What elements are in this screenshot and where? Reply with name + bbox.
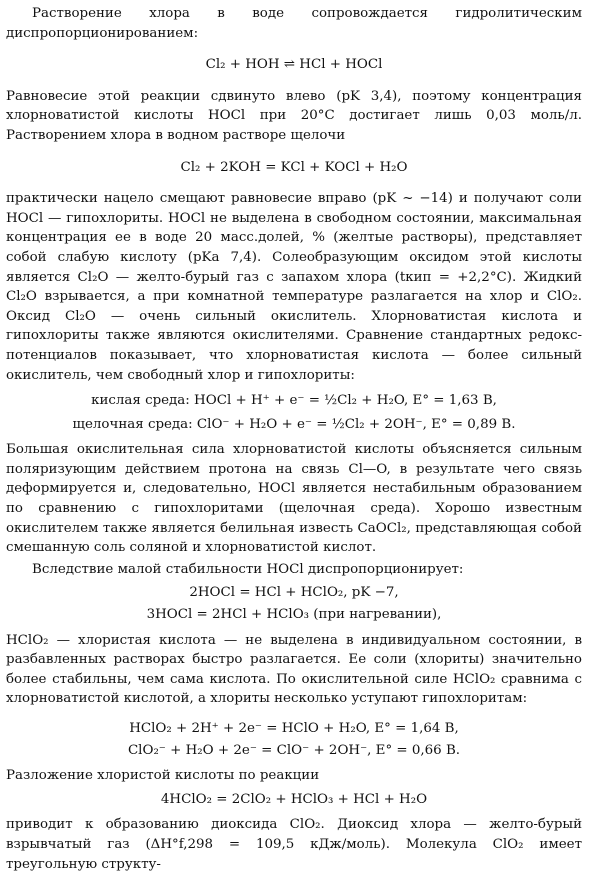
paragraph-decomposition: Разложение хлористой кислоты по реакции — [6, 768, 320, 784]
paragraph-intro: Растворение хлора в воде сопровождается гидролитическим диспропорционированием: — [6, 6, 582, 41]
equation-hydrolysis: Cl₂ + HOH ⇌ HCl + HOCl — [205, 57, 383, 73]
equation-decomposition: 4HClO₂ = 2ClO₂ + HClO₃ + HCl + H₂O — [160, 791, 428, 807]
paragraph-oxidizing-power: Большая окислительная сила хлорноватистой кислоты объясняется сильным поляризующим действием протона на связь Cl—O, в результате чего связь деформируется и, следовательно, HOCl является нестабильным образованием по сравнению с гипохлоритами (щелочная среда). Хорошо известным окислителем также является белильная известь CaOCl₂, представляющая собой смешанную соль соляной и хлорноватистой кислот. — [6, 442, 582, 556]
paragraph-hypochlorites: практически нацело смещают равновесие вправо (pK ~ −14) и получают соли HOCl — гипохлориты. HOCl не выделена в свободном состоянии, максимальная концентрация ее в воде 20 масс.долей, % (желтые растворы), представляет собой слабую кислоту (pKa 7,4). Солеобразующим оксидом этой кислоты является Cl₂O — желто-бурый газ с запахом хлора (tкип = +2,2°C). Жидкий Cl₂O взрывается, а при комнатной температуре разлагается на хлор и ClO₂. Оксид Cl₂O — очень сильный окислитель. Хлорноватистая кислота и гипохлориты также являются окислителями. Сравнение стандартных редокс-потенциалов показывает, что хлорноватистая кислота — более сильный окислитель, чем свободный хлор и гипохлориты: — [6, 191, 582, 383]
paragraph-chlorine-dioxide: приводит к образованию диоксида ClO₂. Диоксид хлора — желто-бурый взрывчатый газ (ΔH°f,298 = 109,5 кДж/моль). Молекула ClO₂ имеет треугольную структу- — [6, 817, 582, 872]
equation-disproportionation-2: 3HOCl = 2HCl + HClO₃ (при нагревании), — [146, 607, 442, 623]
equation-disproportionation-1: 2HOCl = HCl + HClO₂, pK −7, — [189, 585, 399, 601]
equation-alkaline: щелочная среда: ClO⁻ + H₂O + e⁻ = ½Cl₂ + 2OH⁻, E° = 0,89 B. — [72, 416, 516, 432]
paragraph-equilibrium: Равновесие этой реакции сдвинуто влево (pK 3,4), поэтому концентрация хлорноватистой кислоты HOCl при 20°C достигает лишь 0,03 моль/л. Растворением хлора в водном растворе щелочи — [6, 88, 582, 143]
equation-acidic: кислая среда: HOCl + H⁺ + e⁻ = ½Cl₂ + H₂O, E° = 1,63 B, — [91, 393, 497, 409]
redox-equations — [6, 391, 582, 434]
paragraph-chlorous-acid: HClO₂ — хлористая кислота — не выделена в индивидуальном состоянии, в разбавленных растворах быстро разлагается. Ее соли (хлориты) значительно более стабильны, чем сама кислота. По окислительной силе HClO₂ сравнима с хлорноватистой кислотой, а хлориты несколько уступают гипохлоритам: — [6, 632, 582, 707]
equation-chlorite-alkaline: ClO₂⁻ + H₂O + 2e⁻ = ClO⁻ + 2OH⁻, E° = 0,66 B. — [127, 742, 461, 758]
equation-alkali: Cl₂ + 2KOH = KCl + KOCl + H₂O — [180, 159, 408, 175]
paragraph-disproportionation: Вследствие малой стабильности HOCl диспропорционирует: — [32, 561, 464, 577]
equation-chlorous-acidic: HClO₂ + 2H⁺ + 2e⁻ = HClO + H₂O, E° = 1,64 B, — [129, 721, 459, 736]
